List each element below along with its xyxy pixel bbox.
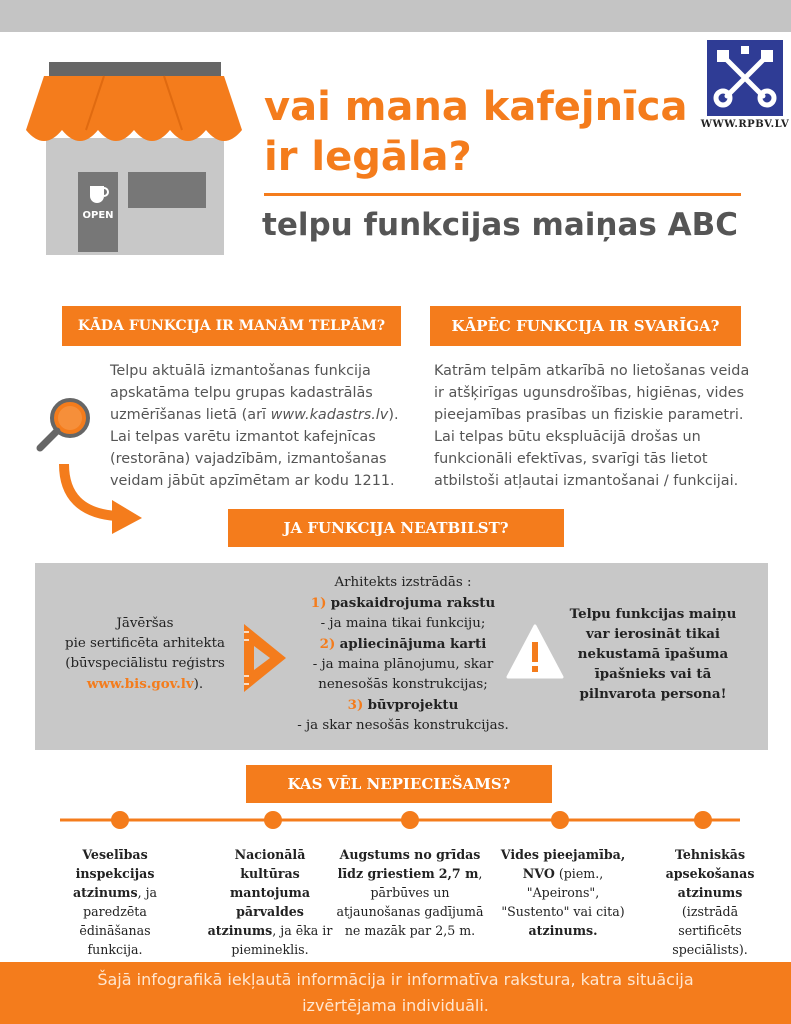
- warning-icon: [506, 624, 564, 680]
- architect-contact-text: Jāvēršas pie sertificēta arhitekta (būvspeciālistu reģistrs www.bis.gov.lv).: [65, 616, 225, 692]
- architect-documents-list: Arhitekts izstrādās : 1) paskaidrojuma rakstu - ja maina tikai funkciju; 2) apliecinājuma karti - ja maina plānojumu, skar nenesošās konstrukcijas; 3) būvprojektu - ja skar nesošās konstrukcijas.: [297, 575, 509, 733]
- requirement-accessibility: Vides pieejamība, NVO (piem., "Apeirons", "Sustento" vai cita) atzinums.: [500, 847, 626, 938]
- requirement-technical-survey: Tehniskās apsekošanas atzinums (izstrādā sertificēts speciālists).: [665, 847, 755, 957]
- page-title: [264, 82, 688, 182]
- crossed-keys-icon: [707, 40, 783, 116]
- section-heading-if-mismatch: JA FUNKCIJA NEATBILST?: [228, 509, 564, 547]
- title-line-1: vai mana kafejnīca: [264, 84, 688, 130]
- magnifier-icon: [32, 394, 96, 458]
- why-important-text: Katrām telpām atkarībā no lietošanas veida ir atšķirīgas ugunsdrošības, higiēnas, vides pieejamības prasības un fiziskie parametri. Lai telpas būtu ekspluācijā drošas un funkcionāli efektīvas, svarīgi tās lietot atbilstoši atļautai izmantošanai / funkcijai.: [434, 363, 750, 489]
- page-subtitle: telpu funkcijas maiņas ABC: [262, 207, 739, 243]
- footer-disclaimer: Šajā infografikā iekļautā informācija ir informatīva rakstura, katra situācija izvērtējama individuāli.: [97, 970, 694, 1015]
- requirement-ceiling-height: Augstums no grīdas līdz griestiem 2,7 m, pārbūves un atjaunošanas gadījumā ne mazāk par 2,5 m.: [336, 847, 484, 938]
- requirement-health-inspection: Veselības inspekcijas atzinums, ja paredzēta ēdināšanas funkcija.: [72, 847, 158, 957]
- owner-warning-text: Telpu funkcijas maiņu var ierosināt tikai nekustamā īpašuma īpašnieks vai tā pilnvarota persona!: [569, 606, 737, 702]
- open-sign: OPEN: [82, 210, 114, 221]
- top-bar: [0, 0, 791, 32]
- requirements-timeline: [50, 810, 750, 830]
- rpbv-logo: [707, 40, 783, 116]
- title-line-2: ir legāla?: [264, 134, 472, 180]
- section-heading-current-function: KĀDA FUNKCIJA IR MANĀM TELPĀM?: [62, 306, 401, 346]
- bis-link[interactable]: www.bis.gov.lv: [86, 676, 194, 692]
- kadastrs-link[interactable]: www.kadastrs.lv: [270, 407, 389, 423]
- section-heading-also-needed: KAS VĒL NEPIECIEŠAMS?: [246, 765, 552, 803]
- logo-website: WWW.RPBV.LV: [700, 119, 790, 130]
- current-function-text: Telpu aktuālā izmantošanas funkcija apskatāma telpu grupas kadastrālās uzmērīšanas lietā (arī www.kadastrs.lv). Lai telpas varētu izmantot kafejnīcas (restorāna) vajadzībām, izmantošanas veidam jābūt apzīmētam ar kodu 1211.: [110, 363, 399, 489]
- title-divider: [264, 193, 741, 196]
- curved-arrow-icon: [54, 462, 146, 534]
- section-heading-why-important: KĀPĒC FUNKCIJA IR SVARĪGA?: [430, 306, 741, 346]
- requirement-heritage-board: Nacionālā kultūras mantojuma pārvaldes atzinums, ja ēka ir piemineklis.: [207, 847, 333, 957]
- shop-illustration: [24, 62, 244, 262]
